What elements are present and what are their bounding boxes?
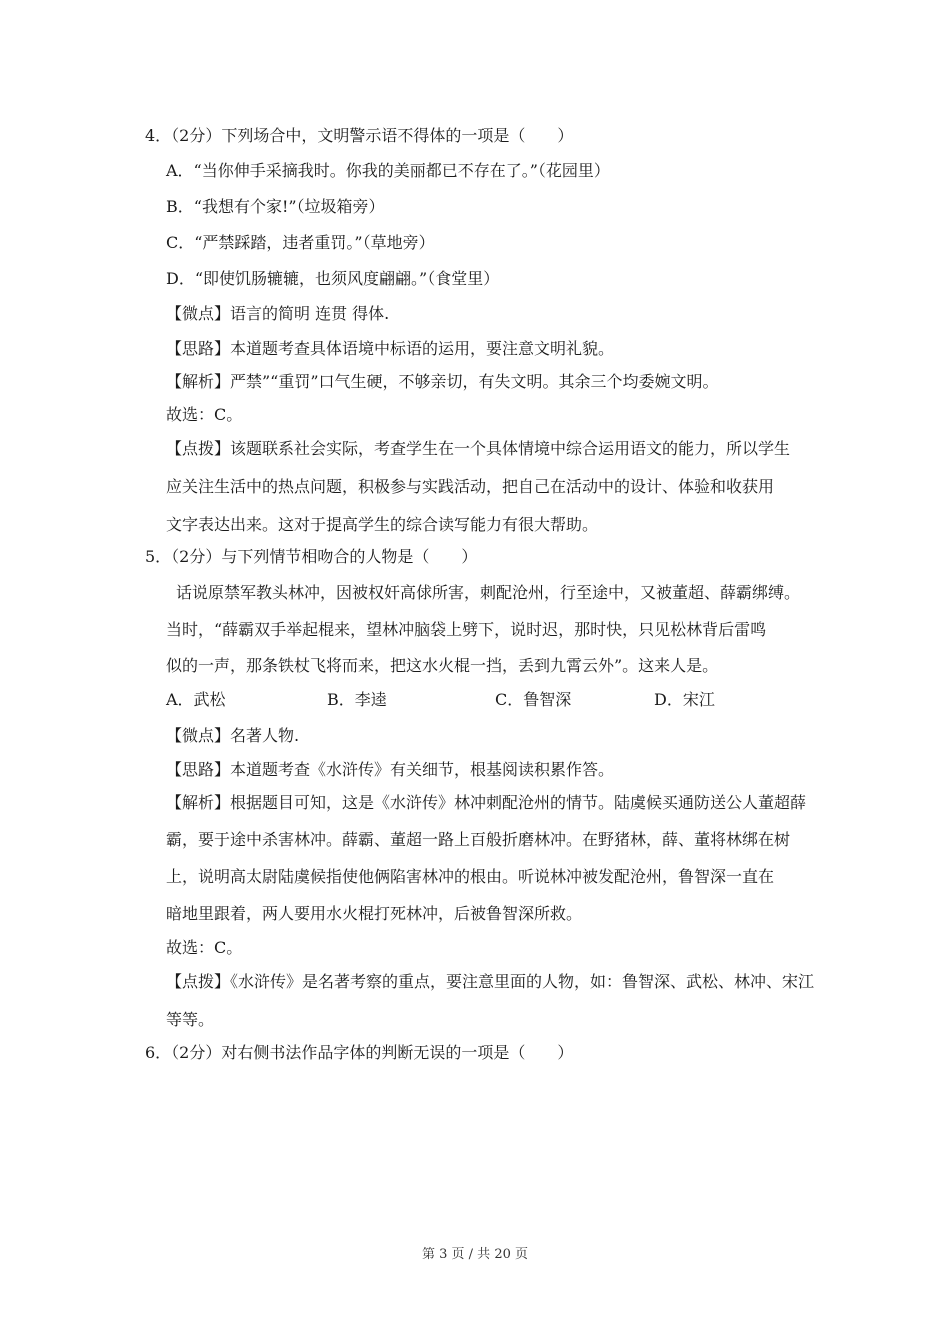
q5-jiexi-line: 霸，要于途中杀害林冲。薛霸、董超一路上百般折磨林冲。在野猪林，薛、董将林绑在树 xyxy=(166,830,791,849)
q5-passage-line: 似的一声，那条铁杖飞将而来，把这水火棍一挡，丢到九霄云外”。这来人是。 xyxy=(166,656,719,675)
q5-jiexi-line: 【解析】根据题目可知，这是《水浒传》林冲刺配沧州的情节。陆虞候买通防送公人董超薛 xyxy=(166,793,807,812)
q5-jiexi-line: 上，说明高太尉陆虞候指使他俩陷害林冲的根由。听说林冲被发配沧州，鲁智深一直在 xyxy=(166,867,775,886)
q4-dianbo-line: 文字表达出来。这对于提高学生的综合读写能力有很大帮助。 xyxy=(166,515,599,534)
q5-passage-line: 话说原禁军教头林冲，因被权奸高俅所害，刺配沧州，行至途中，又被董超、薛霸绑缚。 xyxy=(176,583,801,602)
page-number: 第 3 页 / 共 20 页 xyxy=(422,1247,528,1262)
q5-silu: 【思路】本道题考查《水浒传》有关细节，根基阅读积累作答。 xyxy=(166,760,615,779)
q5-passage-line: 当时，“薛霸双手举起棍来，望林冲脑袋上劈下，说时迟，那时快，只见松林背后雷鸣 xyxy=(166,620,767,639)
q5-dianbo-line: 等等。 xyxy=(166,1010,215,1029)
q4-silu: 【思路】本道题考查具体语境中标语的运用，要注意文明礼貌。 xyxy=(166,339,615,358)
q4-stem: 4．（2分）下列场合中，文明警示语不得体的一项是（ ） xyxy=(145,126,574,145)
q4-option-d: D．“即使饥肠辘辘，也须风度翩翩。”（食堂里） xyxy=(166,269,500,288)
q5-option-c: C．鲁智深 xyxy=(495,690,572,709)
q5-weidian: 【微点】名著人物. xyxy=(166,726,300,745)
q4-answer: 故选：C。 xyxy=(166,405,243,424)
q5-option-b: B．李逵 xyxy=(327,690,387,709)
q4-option-c: C．“严禁踩踏，违者重罚。”（草地旁） xyxy=(166,233,435,252)
q4-dianbo-line: 【点拨】该题联系社会实际，考查学生在一个具体情境中综合运用语文的能力，所以学生 xyxy=(166,439,791,458)
q5-stem: 5．（2分）与下列情节相吻合的人物是（ ） xyxy=(145,547,478,566)
q4-option-b: B．“我想有个家!”（垃圾箱旁） xyxy=(166,197,385,216)
q4-weidian: 【微点】语言的简明 连贯 得体. xyxy=(166,304,390,323)
q4-option-a: A．“当你伸手采摘我时。你我的美丽都已不存在了。”（花园里） xyxy=(166,161,610,180)
q6-stem: 6．（2分）对右侧书法作品字体的判断无误的一项是（ ） xyxy=(145,1043,574,1062)
q5-jiexi-line: 暗地里跟着，两人要用水火棍打死林冲，后被鲁智深所救。 xyxy=(166,904,583,923)
q4-jiexi: 【解析】严禁”“重罚”口气生硬，不够亲切，有失文明。其余三个均委婉文明。 xyxy=(166,372,719,391)
q4-dianbo-line: 应关注生活中的热点问题，积极参与实践活动，把自己在活动中的设计、体验和收获用 xyxy=(166,477,775,496)
q5-dianbo-line: 【点拨】《水浒传》是名著考察的重点，要注意里面的人物，如：鲁智深、武松、林冲、宋江 xyxy=(166,972,815,991)
q5-option-d: D．宋江 xyxy=(654,690,715,709)
q5-answer: 故选：C。 xyxy=(166,938,243,957)
q5-option-a: A．武松 xyxy=(166,690,226,709)
